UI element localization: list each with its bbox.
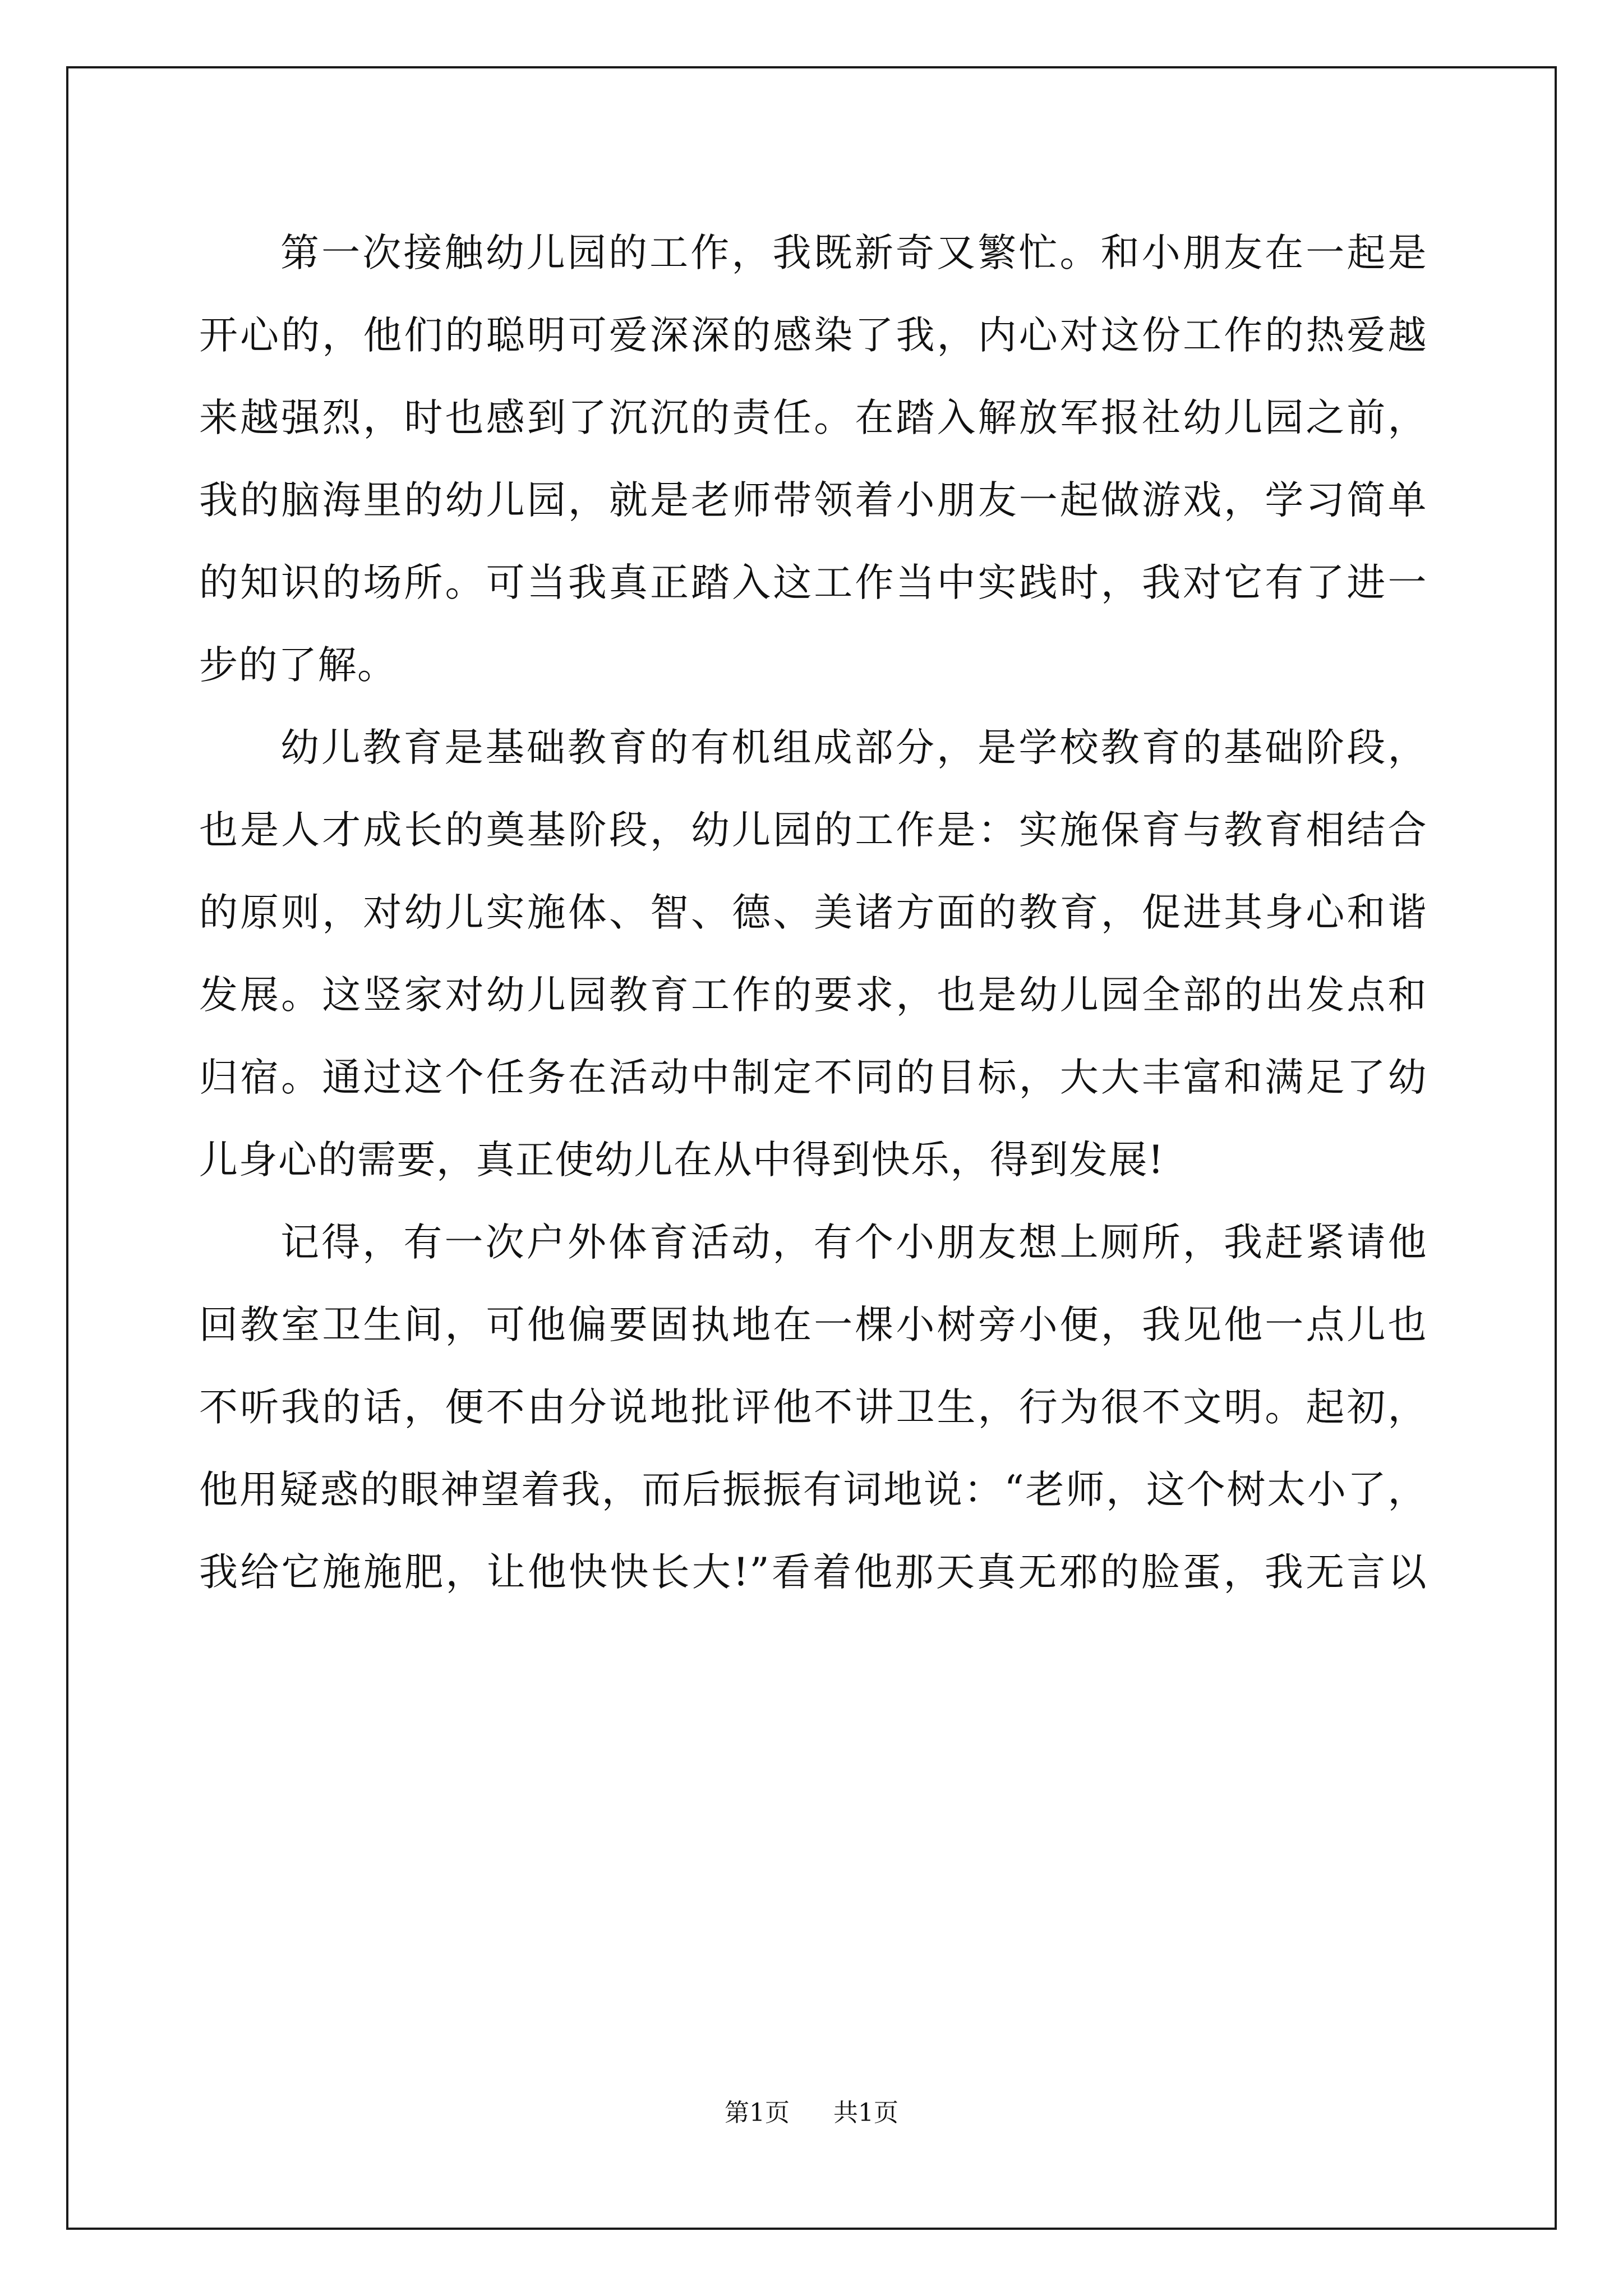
page-footer (0, 2092, 1623, 2128)
text-line: 儿身心的需要，真正使幼儿在从中得到快乐，得到发展! (199, 1138, 1165, 1182)
text-line: 第一次接触幼儿园的工作，我既新奇又繁忙。和小朋友在一起是 (280, 231, 1427, 275)
paragraph-1 (199, 212, 1427, 707)
text-line: 步的了解。 (199, 643, 397, 688)
text-line: 记得，有一次户外体育活动，有个小朋友想上厕所，我赶紧请他 (280, 1220, 1427, 1265)
text-line: 开心的，他们的聪明可爱深深的感染了我，内心对这份工作的热爱越 (199, 313, 1427, 358)
text-line: 我给它施施肥，让他快快长大!”看着他那天真无邪的脸蛋，我无言以 (199, 1550, 1427, 1595)
document-body (199, 212, 1427, 1614)
page-total-label: 共1页 (833, 2099, 898, 2127)
text-line: 来越强烈，时也感到了沉沉的责任。在踏入解放军报社幼儿园之前， (199, 395, 1427, 440)
text-line: 幼儿教育是基础教育的有机组成部分，是学校教育的基础阶段， (280, 725, 1427, 770)
text-line: 发展。这竖家对幼儿园教育工作的要求，也是幼儿园全部的出发点和 (199, 973, 1427, 1018)
text-line: 回教室卫生间，可他偏要固执地在一棵小树旁小便，我见他一点儿也 (199, 1303, 1427, 1347)
text-line: 他用疑惑的眼神望着我，而后振振有词地说：“老师，这个树太小了， (199, 1467, 1427, 1512)
text-line: 不听我的话，便不由分说地批评他不讲卫生，行为很不文明。起初， (199, 1385, 1427, 1430)
text-line: 归宿。通过这个任务在活动中制定不同的目标，大大丰富和满足了幼 (199, 1055, 1427, 1100)
text-line: 我的脑海里的幼儿园，就是老师带领着小朋友一起做游戏，学习简单 (199, 478, 1427, 523)
text-line: 的知识的场所。可当我真正踏入这工作当中实践时，我对它有了进一 (199, 560, 1427, 605)
paragraph-2 (199, 707, 1427, 1202)
page-number-label: 第1页 (725, 2099, 790, 2127)
text-line: 的原则，对幼儿实施体、智、德、美诸方面的教育，促进其身心和谐 (199, 890, 1427, 935)
paragraph-3 (199, 1202, 1427, 1614)
text-line: 也是人才成长的奠基阶段，幼儿园的工作是：实施保育与教育相结合 (199, 808, 1427, 853)
